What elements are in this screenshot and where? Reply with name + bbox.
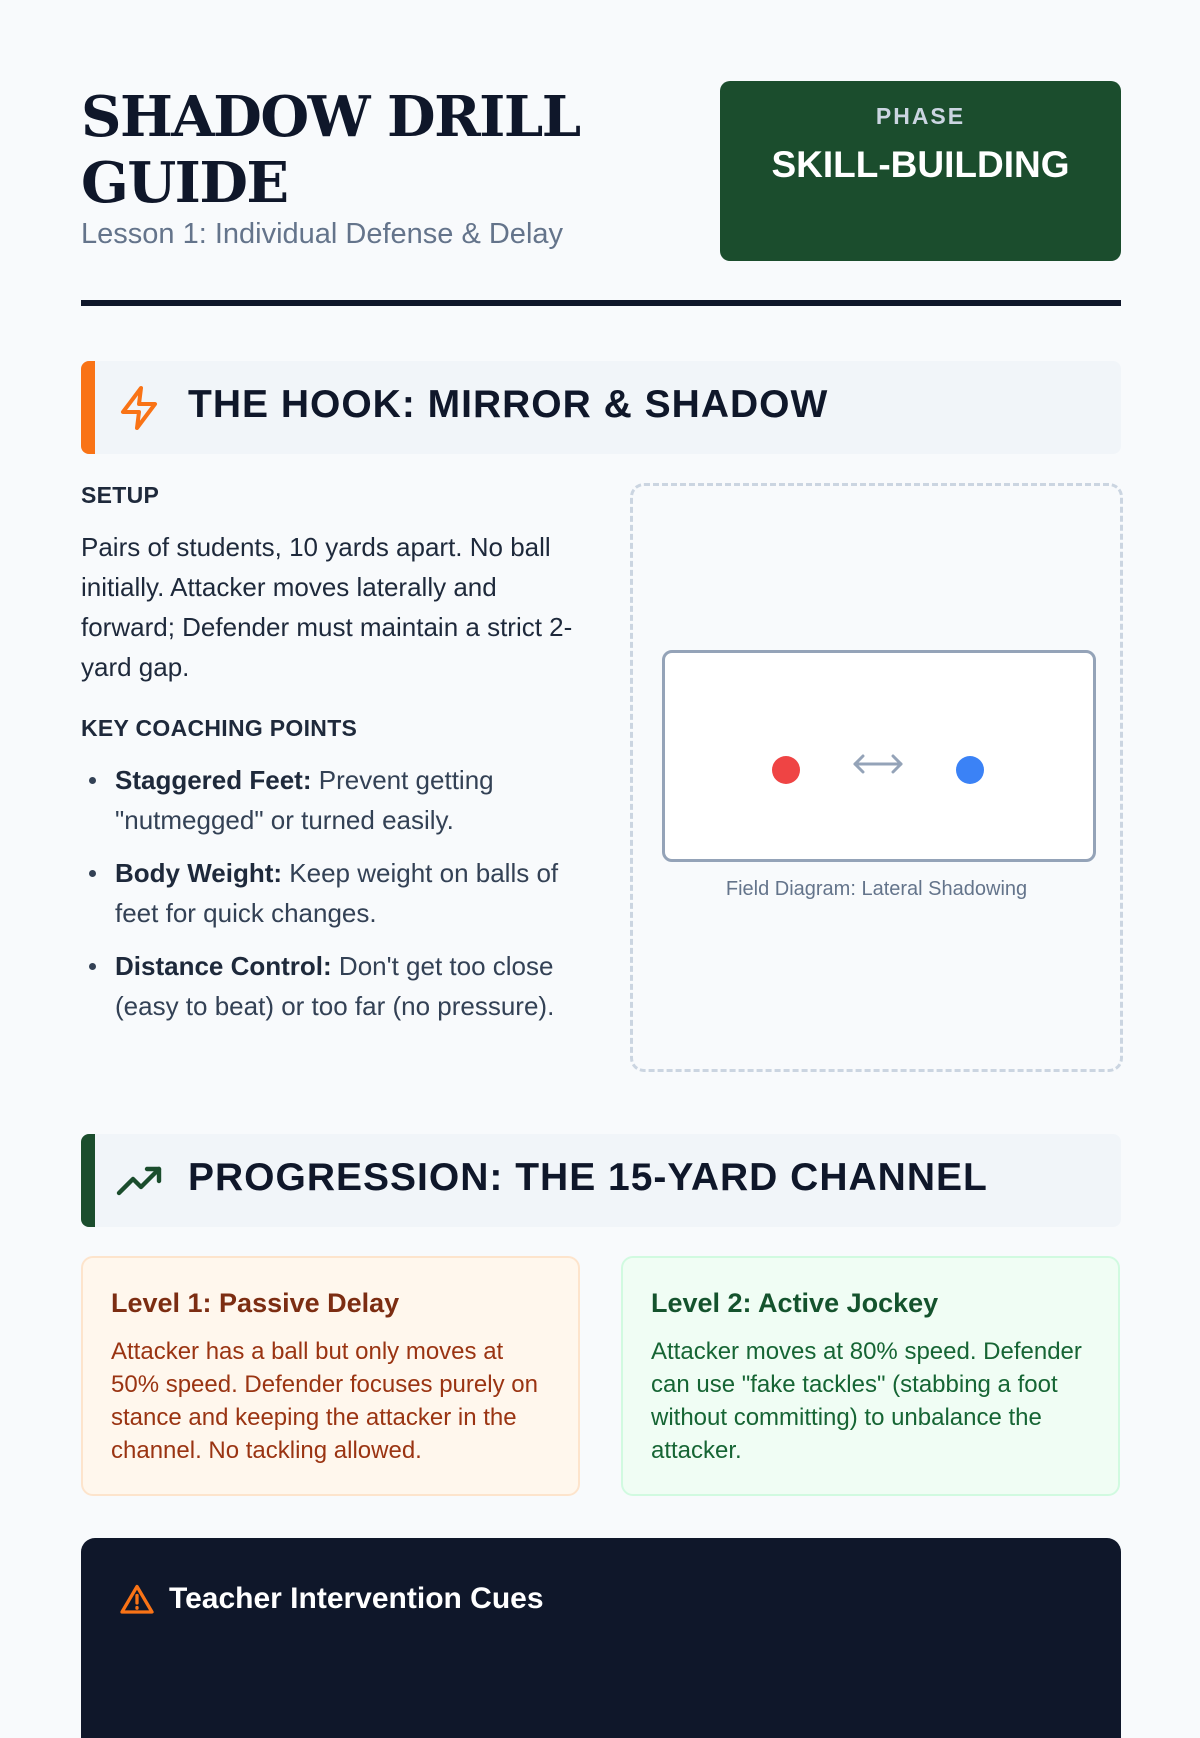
drill-guide-page [81,0,1121,1615]
point-term: Distance Control: [115,951,332,981]
level-text: Attacker has a ball but only moves at 50% speed. Defender focuses purely on stance and keeping the attacker in the channel. No tackling allowed. [111,1338,538,1464]
point-text: Keep weight on balls of feet for quick changes. [115,858,559,928]
defender-dot [956,756,984,784]
field-diagram [662,650,1096,862]
hook-content [81,482,581,1039]
point-term: Staggered Feet: [115,765,312,795]
diagram-caption: Field Diagram: Lateral Shadowing [725,878,1028,900]
list-item [81,760,581,840]
hook-accent-bar [81,361,95,454]
phase-label: PHASE [875,103,966,129]
progression-title: PROGRESSION: THE 15-YARD CHANNEL [188,1156,988,1199]
setup-text: Pairs of students, 10 yards apart. No ball initially. Attacker moves laterally and forward; Defender must maintain a strict 2-yard gap. [81,532,573,682]
level-title: Level 2: Active Jockey [651,1288,939,1318]
level-1-card [81,1256,580,1496]
coaching-points-label: KEY COACHING POINTS [81,715,358,741]
intervention-panel [81,1538,1121,1738]
trending-up-icon [115,1157,163,1205]
phase-value: SKILL-BUILDING [771,144,1070,185]
point-text: Prevent getting "nutmegged" or turned easily. [115,765,494,835]
progression-section-header [81,1134,1121,1227]
double-arrow-icon [855,756,901,772]
progression-accent-bar [81,1134,95,1227]
setup-label: SETUP [81,482,160,508]
list-item [81,853,581,933]
hook-title: THE HOOK: MIRROR & SHADOW [188,383,829,426]
hook-section-header [81,361,1121,454]
header [81,0,1121,308]
page-title: SHADOW DRILL GUIDE [81,84,580,216]
attacker-dot [772,756,800,784]
level-text: Attacker moves at 80% speed. Defender can use "fake tackles" (stabbing a foot without committing) to unbalance the attacker. [651,1338,1082,1464]
intervention-title: Teacher Intervention Cues [169,1582,544,1615]
level-2-card [621,1256,1120,1496]
point-text: Don't get too close (easy to beat) or too far (no pressure). [115,951,555,1021]
lightning-icon [115,384,163,432]
diagram-container [630,483,1123,1072]
page-subtitle: Lesson 1: Individual Defense & Delay [81,218,564,250]
phase-badge [720,81,1121,261]
level-title: Level 1: Passive Delay [111,1288,400,1318]
header-divider [81,300,1121,306]
coaching-points-list [81,760,581,1026]
list-item [81,946,581,1026]
point-term: Body Weight: [115,858,283,888]
warning-icon [119,1582,155,1618]
field-drawing [665,653,1093,859]
